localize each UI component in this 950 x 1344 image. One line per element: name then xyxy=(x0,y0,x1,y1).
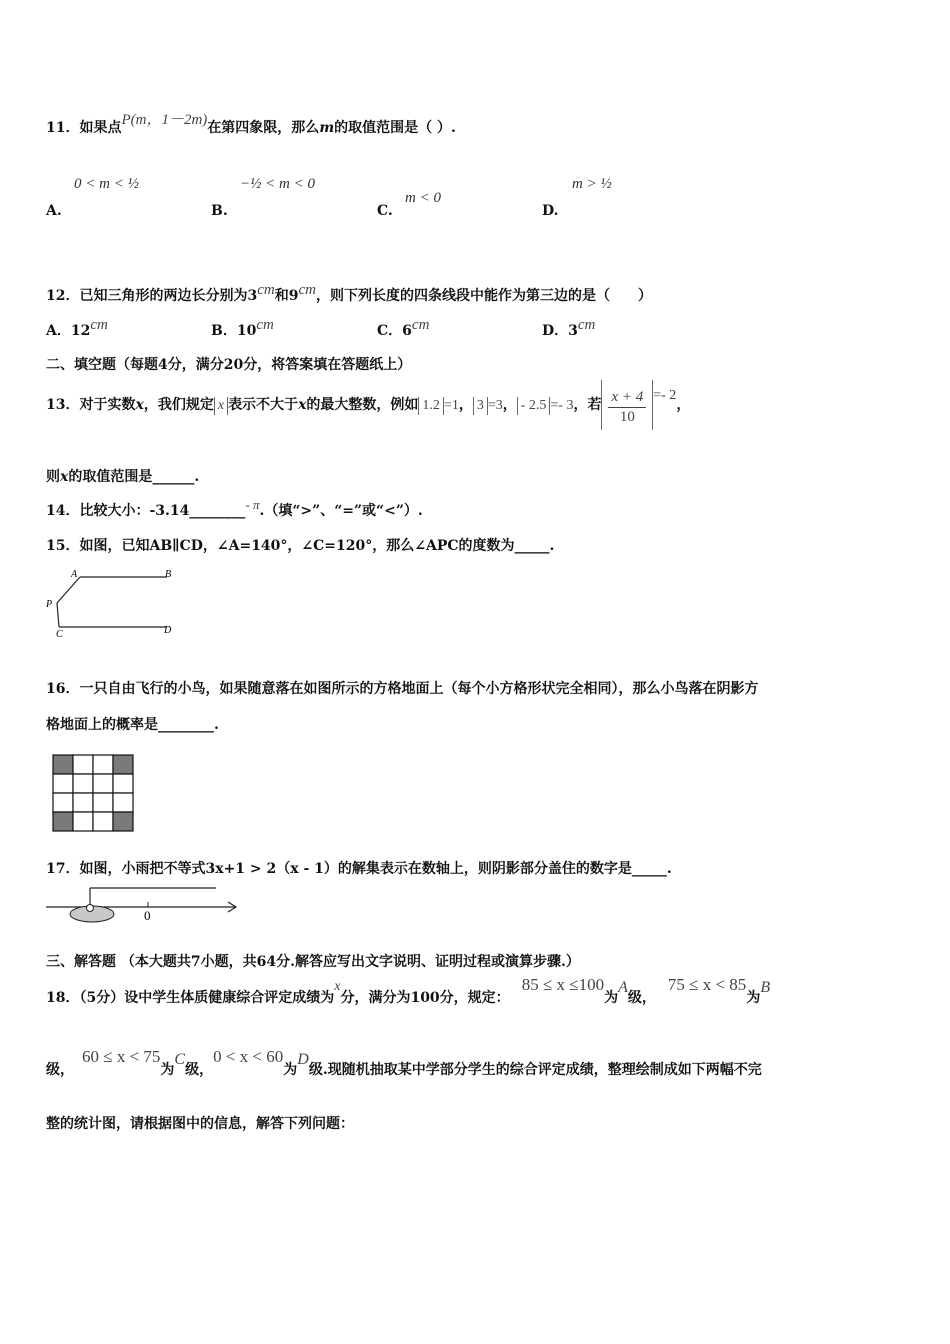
q18-line3: 整的统计图，请根据图中的信息，解答下列问题： xyxy=(46,1116,354,1132)
shaded-cell xyxy=(53,755,73,774)
grid-cell xyxy=(113,774,133,793)
shaded-cell xyxy=(113,812,133,831)
q16-line2: 格地面上的概率是________. xyxy=(46,717,219,733)
section-2-heading: 二、填空题（每题4分，满分20分，将答案填在答题纸上） xyxy=(46,357,412,373)
q12-option-d: D．3cm xyxy=(542,317,596,339)
grid-cell xyxy=(93,812,113,831)
q12-stem: 12．已知三角形的两边长分别为3cm和9cm，则下列长度的四条线段中能作为第三边的是（ ） xyxy=(46,282,652,304)
q11-option-c-expr: m < 0 xyxy=(405,190,441,206)
q15-stem: 15．如图，已知AB∥CD，∠A=140°，∠C=120°，那么∠APC的度数为_____. xyxy=(46,538,555,554)
q13-stem: 13．对于实数x，我们规定 x 表示不大于x的最大整数，例如 1.2 =1， 3 =3， - 2.5 =- 3，若 $\frac{x + 4}{10}$ =- 2， xyxy=(46,380,690,430)
shaded-cell xyxy=(53,812,73,831)
q12-option-b: B．10cm xyxy=(211,317,274,339)
grid-cell xyxy=(93,774,113,793)
shaded-cell xyxy=(113,755,133,774)
q12-option-a: A．12cm xyxy=(46,317,108,339)
q17-number-line xyxy=(44,882,244,924)
grid-cell xyxy=(53,793,73,812)
q16-line1: 16．一只自由飞行的小鸟，如果随意落在如图所示的方格地面上（每个小方格形状完全相同），那么小鸟落在阴影方 xyxy=(46,681,759,697)
q16-grid xyxy=(52,754,136,834)
grid-cell xyxy=(73,812,93,831)
section-3-heading: 三、解答题 （本大题共7小题，共64分.解答应写出文字说明、证明过程或演算步骤.） xyxy=(46,954,580,970)
endpoint-circle xyxy=(87,905,94,912)
grid-cell xyxy=(73,793,93,812)
q11-option-a-letter: A. xyxy=(46,203,62,219)
line-pc xyxy=(57,603,59,627)
q18-line1: 18．（5分）设中学生体质健康综合评定成绩为x分，满分为100分，规定：85 ≤ x ≤100为A级，75 ≤ x < 85为B xyxy=(46,975,771,1006)
q13-line2: 则x的取值范围是______. xyxy=(46,469,200,485)
q11-option-d-letter: D. xyxy=(542,203,559,219)
label-d: D xyxy=(164,625,172,636)
grid-cell xyxy=(73,774,93,793)
grid-cell xyxy=(113,793,133,812)
q11-option-b-expr: −½ < m < 0 xyxy=(240,176,315,192)
point-p: P(m，1－2m) xyxy=(121,112,208,128)
q12-option-c: C．6cm xyxy=(377,317,430,339)
label-a: A xyxy=(71,569,78,580)
grid-cell xyxy=(93,755,113,774)
line-ap xyxy=(57,577,80,603)
q18-line2: 级，60 ≤ x < 75为C级，0 < x < 60为D级.现随机抽取某中学部分学生的综合评定成绩，整理绘制成如下两幅不完 xyxy=(46,1047,762,1078)
label-c: C xyxy=(56,629,63,640)
q11-option-c-letter: C. xyxy=(377,203,393,219)
label-b: B xyxy=(165,569,172,580)
label-zero: 0 xyxy=(144,908,151,923)
q11-option-d-expr: m > ½ xyxy=(572,176,612,192)
q14-stem: 14．比较大小：-3.14________- π.（填“>”、“=”或“<”）. xyxy=(46,497,423,519)
grid-cell xyxy=(53,774,73,793)
q11-stem: 11．如果点P(m，1－2m)在第四象限，那么m的取值范围是（ ）. xyxy=(46,112,456,136)
q11-option-a-expr: 0 < m < ½ xyxy=(74,176,139,192)
q17-stem: 17．如图，小雨把不等式3x+1 > 2（x - 1）的解集表示在数轴上，则阴影部分盖住的数字是_____. xyxy=(46,861,672,877)
grid-cell xyxy=(73,755,93,774)
grid-cell xyxy=(93,793,113,812)
q11-option-b-letter: B. xyxy=(211,203,228,219)
label-p: P xyxy=(46,599,53,610)
q15-figure xyxy=(40,565,180,640)
